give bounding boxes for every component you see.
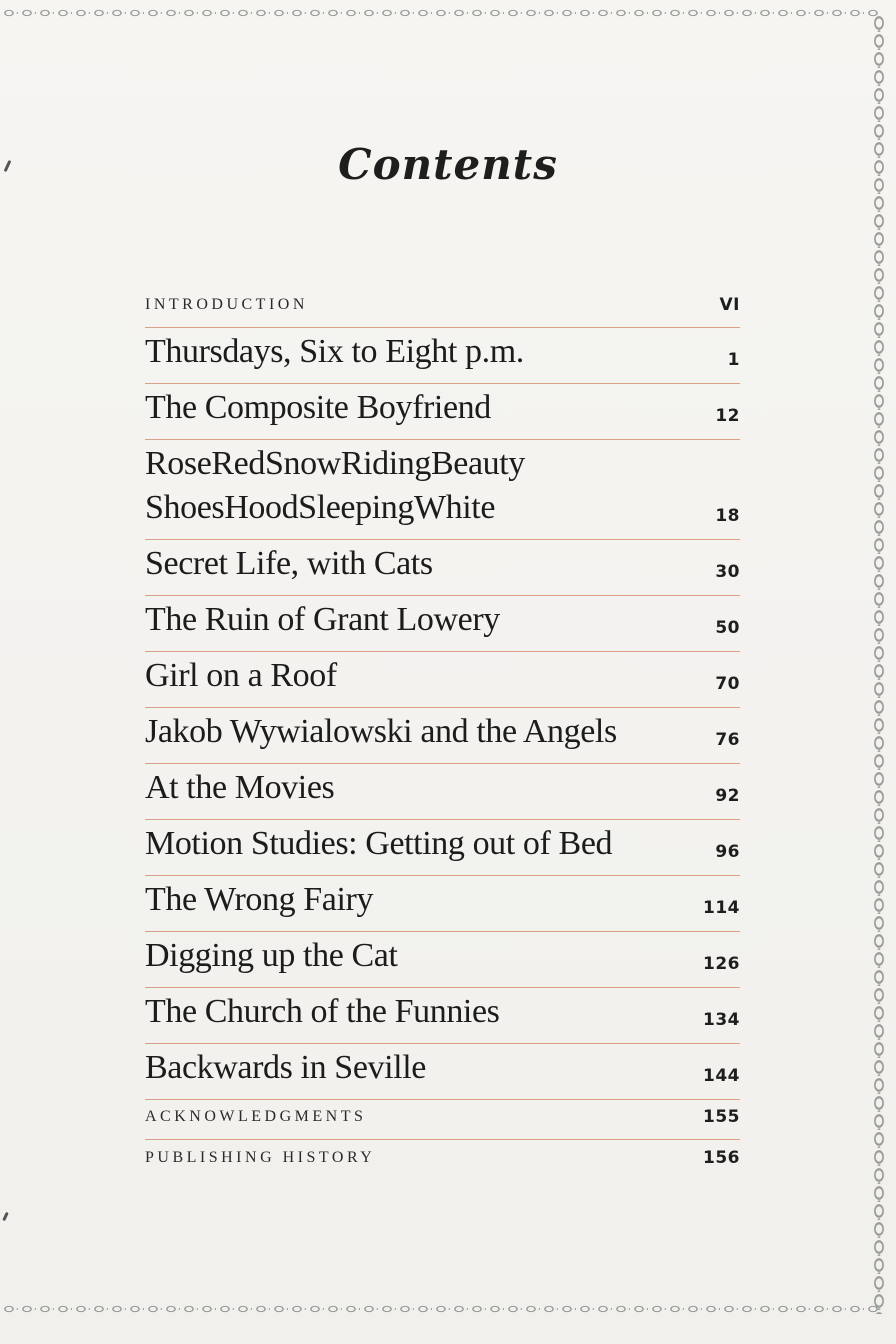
toc-entry-page: 155 bbox=[703, 1107, 740, 1127]
toc-entry-title: INTRODUCTION bbox=[145, 296, 308, 313]
toc-entry-title: Girl on a Roof bbox=[145, 657, 337, 694]
toc-entry-title: Jakob Wywialowski and the Angels bbox=[145, 713, 617, 750]
toc-entry bbox=[145, 820, 740, 876]
decorative-border-top bbox=[0, 4, 878, 22]
toc-entry bbox=[145, 328, 740, 384]
decorative-border-bottom bbox=[0, 1300, 878, 1318]
toc-entry-title: Thursdays, Six to Eight p.m. bbox=[145, 333, 524, 370]
toc-entry bbox=[145, 440, 740, 540]
toc-entry-title: Backwards in Seville bbox=[145, 1049, 426, 1086]
toc-entry-page: 70 bbox=[715, 674, 740, 694]
toc-entry-page: 50 bbox=[715, 618, 740, 638]
toc-entry bbox=[145, 988, 740, 1044]
ink-mark bbox=[2, 1212, 9, 1221]
toc-entry-page: 134 bbox=[703, 1010, 740, 1030]
toc-entry bbox=[145, 764, 740, 820]
toc-entry-page: 76 bbox=[715, 730, 740, 750]
toc-entry-title: At the Movies bbox=[145, 769, 335, 806]
toc-entry-title: The Composite Boyfriend bbox=[145, 389, 491, 426]
toc-entry-title: The Ruin of Grant Lowery bbox=[145, 601, 500, 638]
toc-entry bbox=[145, 1044, 740, 1100]
toc-entry-page: 114 bbox=[703, 898, 740, 918]
toc-entry-publishing-history bbox=[145, 1140, 740, 1180]
toc-entry-page: 92 bbox=[715, 786, 740, 806]
toc-entry-title: PUBLISHING HISTORY bbox=[145, 1149, 376, 1166]
toc-entry-acknowledgments bbox=[145, 1100, 740, 1140]
decorative-border-right bbox=[868, 14, 890, 1314]
toc-entry-title: Secret Life, with Cats bbox=[145, 545, 433, 582]
toc-entry bbox=[145, 596, 740, 652]
toc-entry-page: 1 bbox=[727, 350, 740, 370]
toc-entry bbox=[145, 932, 740, 988]
toc-entry-title: ACKNOWLEDGMENTS bbox=[145, 1108, 367, 1125]
toc-entry bbox=[145, 540, 740, 596]
table-of-contents bbox=[145, 288, 740, 1180]
page-title: Contents bbox=[338, 140, 558, 189]
toc-entry-introduction bbox=[145, 288, 740, 328]
toc-entry bbox=[145, 876, 740, 932]
toc-entry-page: 144 bbox=[703, 1066, 740, 1086]
toc-entry-page: 12 bbox=[715, 406, 740, 426]
toc-entry bbox=[145, 708, 740, 764]
toc-entry-page: 96 bbox=[715, 842, 740, 862]
toc-entry-title: RoseRedSnowRidingBeauty ShoesHoodSleepingWhite bbox=[145, 445, 525, 526]
toc-entry bbox=[145, 384, 740, 440]
toc-entry-title: Motion Studies: Getting out of Bed bbox=[145, 825, 613, 862]
toc-entry-page: 126 bbox=[703, 954, 740, 974]
toc-entry bbox=[145, 652, 740, 708]
toc-entry-page: 156 bbox=[703, 1148, 740, 1168]
toc-entry-title: Digging up the Cat bbox=[145, 937, 398, 974]
toc-entry-page: 18 bbox=[715, 506, 740, 526]
toc-entry-page: 30 bbox=[715, 562, 740, 582]
toc-entry-page: VI bbox=[719, 295, 740, 315]
toc-entry-title: The Wrong Fairy bbox=[145, 881, 374, 918]
toc-entry-title: The Church of the Funnies bbox=[145, 993, 500, 1030]
